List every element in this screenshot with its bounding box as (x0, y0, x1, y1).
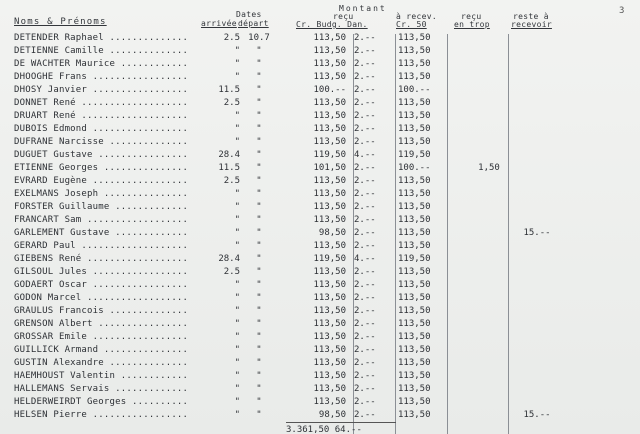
arrival-cell: " (234, 72, 240, 82)
received-cell: 113,50 (313, 59, 346, 69)
name-cell: GODON Marcel .................. (14, 293, 189, 303)
table-row (0, 111, 640, 124)
arrival-cell: 28.4 (218, 254, 240, 264)
name-cell: DHOOGHE Frans ................. (14, 72, 189, 82)
name-cell: GILSOUL Jules ................. (14, 267, 189, 277)
to-receive-cell: 113,50 (398, 358, 431, 368)
name-cell: FRANCART Sam .................. (14, 215, 189, 225)
table-row (0, 319, 640, 332)
to-receive-cell: 113,50 (398, 319, 431, 329)
to-receive-cell: 113,50 (398, 189, 431, 199)
header-recu-sub: Cr. Budg. Dan. (296, 20, 368, 29)
subsidy-cell: 2.-- (354, 280, 376, 290)
received-cell: 113,50 (313, 332, 346, 342)
received-cell: 100.-- (313, 85, 346, 95)
departure-cell: 10.7 (248, 33, 270, 43)
subsidy-cell: 2.-- (354, 202, 376, 212)
subsidy-cell: 2.-- (354, 189, 376, 199)
subsidy-cell: 4.-- (354, 150, 376, 160)
arrival-cell: " (234, 124, 240, 134)
received-cell: 113,50 (313, 137, 346, 147)
name-cell: GROSSAR Emile ................. (14, 332, 189, 342)
subsidy-cell: 2.-- (354, 176, 376, 186)
departure-cell: " (256, 371, 262, 381)
name-cell: DETENDER Raphael .............. (14, 33, 189, 43)
header-recu-trop-sub: en trop (454, 20, 490, 29)
header-a-recevoir: à recev. (396, 12, 437, 21)
received-cell: 113,50 (313, 189, 346, 199)
table-row (0, 215, 640, 228)
arrival-cell: 2.5 (223, 33, 240, 43)
subsidy-cell: 2.-- (354, 319, 376, 329)
arrival-cell: 2.5 (223, 176, 240, 186)
arrival-cell: " (234, 410, 240, 420)
name-cell: GRAULUS Francois .............. (14, 306, 189, 316)
table-row (0, 124, 640, 137)
table-row (0, 189, 640, 202)
departure-cell: " (256, 319, 262, 329)
received-cell: 113,50 (313, 98, 346, 108)
departure-cell: " (256, 202, 262, 212)
departure-cell: " (256, 150, 262, 160)
name-cell: DRUART René ................... (14, 111, 189, 121)
arrival-cell: " (234, 215, 240, 225)
table-row (0, 150, 640, 163)
arrival-cell: " (234, 384, 240, 394)
name-cell: EVRARD Eugène ................. (14, 176, 189, 186)
subsidy-cell: 4.-- (354, 254, 376, 264)
departure-cell: " (256, 163, 262, 173)
received-cell: 113,50 (313, 306, 346, 316)
table-row (0, 33, 640, 46)
received-cell: 113,50 (313, 215, 346, 225)
name-cell: GARLEMENT Gustave ............. (14, 228, 189, 238)
header-a-recevoir-sub: Cr. 50 (396, 20, 427, 29)
name-cell: GUSTIN Alexandre .............. (14, 358, 189, 368)
departure-cell: " (256, 176, 262, 186)
departure-cell: " (256, 332, 262, 342)
subsidy-cell: 2.-- (354, 85, 376, 95)
table-row (0, 345, 640, 358)
table-row (0, 176, 640, 189)
to-receive-cell: 113,50 (398, 241, 431, 251)
to-receive-cell: 113,50 (398, 98, 431, 108)
received-cell: 113,50 (313, 176, 346, 186)
received-cell: 113,50 (313, 72, 346, 82)
header-recu-trop: reçu (461, 12, 482, 21)
received-cell: 113,50 (313, 345, 346, 355)
header-reste-sub: recevoir (511, 20, 552, 29)
subsidy-cell: 2.-- (354, 46, 376, 56)
subsidy-cell: 2.-- (354, 72, 376, 82)
departure-cell: " (256, 306, 262, 316)
arrival-cell: " (234, 46, 240, 56)
table-row (0, 59, 640, 72)
table-row (0, 46, 640, 59)
table-row (0, 267, 640, 280)
arrival-cell: " (234, 332, 240, 342)
arrival-cell: " (234, 189, 240, 199)
name-cell: DE WACHTER Maurice ............ (14, 59, 189, 69)
received-cell: 113,50 (313, 33, 346, 43)
subsidy-cell: 2.-- (354, 98, 376, 108)
to-receive-cell: 113,50 (398, 124, 431, 134)
departure-cell: " (256, 98, 262, 108)
name-cell: HALLEMANS Servais ............. (14, 384, 189, 394)
subsidy-cell: 2.-- (354, 59, 376, 69)
departure-cell: " (256, 228, 262, 238)
received-cell: 113,50 (313, 46, 346, 56)
table-row (0, 254, 640, 267)
name-cell: GIEBENS René .................. (14, 254, 189, 264)
arrival-cell: " (234, 59, 240, 69)
name-cell: DHOSY Janvier ................. (14, 85, 189, 95)
to-receive-cell: 113,50 (398, 137, 431, 147)
arrival-cell: " (234, 345, 240, 355)
received-cell: 113,50 (313, 358, 346, 368)
departure-cell: " (256, 358, 262, 368)
subsidy-cell: 2.-- (354, 228, 376, 238)
received-cell: 119,50 (313, 150, 346, 160)
departure-cell: " (256, 215, 262, 225)
arrival-cell: " (234, 111, 240, 121)
departure-cell: " (256, 241, 262, 251)
table-row (0, 241, 640, 254)
subsidy-cell: 2.-- (354, 137, 376, 147)
remaining-cell: 15.-- (523, 410, 551, 420)
to-receive-cell: 113,50 (398, 215, 431, 225)
to-receive-cell: 113,50 (398, 59, 431, 69)
to-receive-cell: 119,50 (398, 254, 431, 264)
arrival-cell: " (234, 280, 240, 290)
name-cell: DUGUET Gustave ................ (14, 150, 189, 160)
arrival-cell: 2.5 (223, 98, 240, 108)
arrival-cell: " (234, 228, 240, 238)
departure-cell: " (256, 46, 262, 56)
to-receive-cell: 113,50 (398, 176, 431, 186)
table-row (0, 397, 640, 410)
received-cell: 113,50 (313, 241, 346, 251)
table-row (0, 306, 640, 319)
table-row (0, 384, 640, 397)
subsidy-cell: 2.-- (354, 332, 376, 342)
subsidy-cell: 2.-- (354, 293, 376, 303)
departure-cell: " (256, 254, 262, 264)
table-row (0, 293, 640, 306)
arrival-cell: " (234, 137, 240, 147)
name-cell: GUILLICK Armand ............... (14, 345, 189, 355)
departure-cell: " (256, 280, 262, 290)
received-cell: 113,50 (313, 384, 346, 394)
subsidy-cell: 2.-- (354, 410, 376, 420)
received-cell: 98,50 (318, 410, 346, 420)
header-dates: Dates (236, 10, 262, 19)
header-recu: reçu (333, 12, 354, 21)
arrival-cell: " (234, 397, 240, 407)
received-cell: 113,50 (313, 267, 346, 277)
departure-cell: " (256, 111, 262, 121)
departure-cell: " (256, 124, 262, 134)
name-cell: DETIENNE Camille .............. (14, 46, 189, 56)
name-cell: HELDERWEIRDT Georges .......... (14, 397, 189, 407)
received-cell: 113,50 (313, 371, 346, 381)
subsidy-cell: 2.-- (354, 306, 376, 316)
total-line: 3.361,50 64.-- (286, 425, 362, 434)
subsidy-cell: 2.-- (354, 33, 376, 43)
to-receive-cell: 113,50 (398, 397, 431, 407)
header-montant: Montant (339, 4, 387, 13)
received-cell: 113,50 (313, 280, 346, 290)
to-receive-cell: 113,50 (398, 72, 431, 82)
name-cell: GODAERT Oscar ................. (14, 280, 189, 290)
name-cell: DUBOIS Edmond ................. (14, 124, 189, 134)
to-receive-cell: 113,50 (398, 46, 431, 56)
departure-cell: " (256, 72, 262, 82)
departure-cell: " (256, 293, 262, 303)
to-receive-cell: 113,50 (398, 332, 431, 342)
arrival-cell: " (234, 241, 240, 251)
arrival-cell: 28.4 (218, 150, 240, 160)
departure-cell: " (256, 59, 262, 69)
departure-cell: " (256, 85, 262, 95)
table-row (0, 163, 640, 176)
received-cell: 113,50 (313, 319, 346, 329)
name-cell: HELSEN Pierre ................. (14, 410, 189, 420)
to-receive-cell: 113,50 (398, 33, 431, 43)
received-cell: 113,50 (313, 397, 346, 407)
received-cell: 113,50 (313, 202, 346, 212)
table-row (0, 228, 640, 241)
subsidy-cell: 2.-- (354, 358, 376, 368)
subsidy-cell: 2.-- (354, 384, 376, 394)
to-receive-cell: 113,50 (398, 371, 431, 381)
arrival-cell: " (234, 371, 240, 381)
subsidy-cell: 2.-- (354, 215, 376, 225)
subsidy-cell: 2.-- (354, 124, 376, 134)
name-cell: EXELMANS Joseph ............... (14, 189, 189, 199)
to-receive-cell: 113,50 (398, 345, 431, 355)
page-number: 3 (619, 6, 625, 16)
subsidy-cell: 2.-- (354, 241, 376, 251)
name-cell: DUFRANE Narcisse .............. (14, 137, 189, 147)
name-cell: DONNET René ................... (14, 98, 189, 108)
departure-cell: " (256, 189, 262, 199)
table-row (0, 137, 640, 150)
subsidy-cell: 2.-- (354, 345, 376, 355)
to-receive-cell: 119,50 (398, 150, 431, 160)
name-cell: ETIENNE Georges ............... (14, 163, 189, 173)
received-cell: 113,50 (313, 293, 346, 303)
departure-cell: " (256, 345, 262, 355)
departure-cell: " (256, 397, 262, 407)
to-receive-cell: 113,50 (398, 293, 431, 303)
received-cell: 98,50 (318, 228, 346, 238)
total-rule (286, 422, 396, 423)
departure-cell: " (256, 384, 262, 394)
to-receive-cell: 113,50 (398, 280, 431, 290)
table-row (0, 72, 640, 85)
arrival-cell: " (234, 293, 240, 303)
table-row (0, 371, 640, 384)
subsidy-cell: 2.-- (354, 163, 376, 173)
table-row (0, 202, 640, 215)
header-reste: reste à (513, 12, 549, 21)
arrival-cell: 11.5 (218, 163, 240, 173)
header-depart: départ (238, 19, 269, 28)
arrival-cell: " (234, 358, 240, 368)
arrival-cell: " (234, 319, 240, 329)
subsidy-cell: 2.-- (354, 111, 376, 121)
table-row (0, 358, 640, 371)
departure-cell: " (256, 410, 262, 420)
to-receive-cell: 113,50 (398, 267, 431, 277)
arrival-cell: " (234, 202, 240, 212)
table-row (0, 280, 640, 293)
received-cell: 101,50 (313, 163, 346, 173)
table-row (0, 85, 640, 98)
departure-cell: " (256, 267, 262, 277)
name-cell: GRENSON Albert ................ (14, 319, 189, 329)
name-cell: GERARD Paul ................... (14, 241, 189, 251)
subsidy-cell: 2.-- (354, 397, 376, 407)
to-receive-cell: 113,50 (398, 202, 431, 212)
to-receive-cell: 100.-- (398, 163, 431, 173)
arrival-cell: 2.5 (223, 267, 240, 277)
received-cell: 119,50 (313, 254, 346, 264)
overpaid-cell: 1,50 (478, 163, 500, 173)
table-row (0, 98, 640, 111)
departure-cell: " (256, 137, 262, 147)
to-receive-cell: 113,50 (398, 410, 431, 420)
received-cell: 113,50 (313, 111, 346, 121)
remaining-cell: 15.-- (523, 228, 551, 238)
to-receive-cell: 100.-- (398, 85, 431, 95)
to-receive-cell: 113,50 (398, 384, 431, 394)
subsidy-cell: 2.-- (354, 371, 376, 381)
to-receive-cell: 113,50 (398, 306, 431, 316)
header-arrivee: arrivée (201, 19, 237, 28)
name-cell: FORSTER Guillaume ............. (14, 202, 189, 212)
table-row (0, 332, 640, 345)
name-cell: HAEMHOUST Valentin ............ (14, 371, 189, 381)
to-receive-cell: 113,50 (398, 111, 431, 121)
received-cell: 113,50 (313, 124, 346, 134)
arrival-cell: 11.5 (218, 85, 240, 95)
subsidy-cell: 2.-- (354, 267, 376, 277)
header-names: Noms & Prénoms (14, 17, 107, 27)
arrival-cell: " (234, 306, 240, 316)
to-receive-cell: 113,50 (398, 228, 431, 238)
